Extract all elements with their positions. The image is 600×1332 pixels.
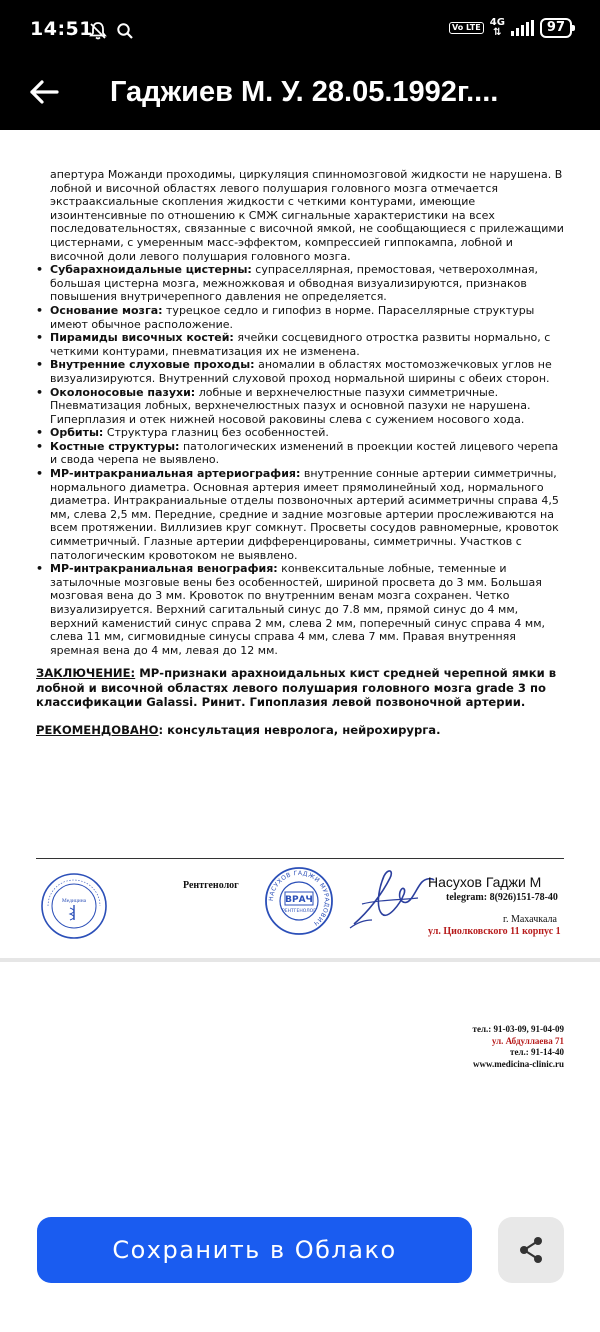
status-right [449,18,572,38]
bottom-action-bar [0,1200,600,1300]
stamp-ring-text: НАСУХОВ ГАДЖИ МУРАДОВИЧ [267,869,331,927]
contact-phones-1: тел.: 91-03-09, 91-04-09 [472,1024,564,1034]
svg-text:Медицина: Медицина [61,898,87,904]
share-button[interactable] [498,1217,564,1283]
contact-street: ул. Абдуллаева 71 [491,1035,564,1046]
finding-item [36,358,566,385]
clinic-street: ул. Циолковского 11 корпус 1 [428,926,561,937]
recommend-label: РЕКОМЕНДОВАНО [36,722,159,737]
network-type: 4G [489,17,505,28]
app-bar [0,62,600,130]
finding-text: патологических изменений в проекции костей лицевого черепа и свода черепа не выявлено. [50,439,559,467]
share-icon [516,1235,546,1265]
finding-item [36,331,566,358]
finding-item [36,440,566,467]
finding-text: аномалии в областях мостомозжечковых углов не визуализируются. Внутренний слуховой проход нормальной ширины с обеих сторон. [50,358,552,385]
finding-label: МР-интракраниальная артериография: [50,467,301,481]
back-button[interactable] [22,70,66,114]
arrow-left-icon [29,79,59,105]
finding-text: лобные и верхнечелюстные пазухи симметричные. Пневматизация лобных, верхнечелюстных пазух и основной пазухи не нарушена. Гиперплазия и отек нижней носовой раковины слева с сужением носового хода. [50,385,531,426]
recommend-text: : консультация невролога, нейрохирурга. [158,722,441,737]
stamp-center-text: ВРАЧ [285,895,313,905]
finding-label: Околоносовые пазухи: [50,385,196,399]
finding-text: внутренние сонные артерии симметричны, нормального диаметра. Основная артерия имеет прямолинейный ход, нормального диаметра. Интракраниальные отделы позвоночных артерий асимметричны справа 4,5 мм, слева 2,5 мм. Передние, средние и задние мозговые артерии прослеживаются на всем протяжении. Виллизиев круг сомкнут. Просветы сосудов равномерные, кровоток симметричный. Глазные артерии дифференцированы, симметричны. Участков с патологическим кровотоком не выявлено. [50,467,559,562]
recommendation [36,724,566,738]
handwritten-signature-icon [348,864,438,934]
conclusion [36,666,566,709]
finding-item [36,263,566,304]
status-bar [0,0,600,62]
doctor-telegram: telegram: 8(926)151-78-40 [446,892,558,903]
battery-level: 97 [546,20,565,35]
document-title: Гаджиев М. У. 28.05.1992г.... [110,76,499,108]
signature-block [0,858,600,958]
clinic-stamp-icon [40,872,108,940]
findings-list [36,263,566,657]
report-body [36,168,566,737]
doctor-name: Насухов Гаджи М [428,874,542,890]
conclusion-text: МР-признаки арахноидальных кист средней черепной ямки в лобной и височной областях левого полушария головного мозга grade 3 по классификации Galassi. Ринит. Гипоплазия левой позвоночной артерии. [36,666,557,710]
finding-label: Субарахноидальные цистерны: [50,263,252,277]
mute-bell-icon [88,21,108,41]
contact-phones-2: тел.: 91-14-40 [510,1047,564,1057]
data-arrows-icon: ⇅ [493,27,502,38]
status-icons-left [88,20,134,42]
contact-website: www.medicina-clinic.ru [473,1058,564,1069]
clinic-contacts [473,1024,564,1070]
conclusion-label: ЗАКЛЮЧЕНИЕ: [36,666,136,681]
finding-text: супраселлярная, премостовая, четверохолмная, большая цистерна мозга, межножковая и обводная визуализируются, признаков повышения внутричерепного давления не определяется. [50,263,539,304]
document-viewer[interactable] [0,130,600,960]
signal-strength-icon [511,20,534,36]
search-icon [116,22,134,40]
finding-label: Внутренние слуховые проходы: [50,358,255,372]
finding-text: ячейки сосцевидного отростка развиты нормально, с четкими контурами, пневматизация их не изменена. [50,331,551,358]
finding-label: Орбиты: [50,426,104,440]
finding-text: Структура глазниц без особенностей. [103,426,329,440]
network-indicator [490,18,505,38]
battery-indicator [540,18,572,38]
finding-item [36,386,566,427]
finding-item [36,467,566,562]
report-intro: апертура Можанди проходимы, циркуляция спинномозговой жидкости не нарушена. В лобной и височной областях левого полушария головного мозга отмечается экстрааксиальные скопления жидкости с четкими контурами, имеющие изоинтенсивные по отношению к СМЖ сигнальные характеристики на всех последовательностях, связанные с височной ямкой, не сообщающиеся с прилежащими цистернами, с умеренным масс-эффектом, компрессией гиппокампа, лобной и височной доли левого полушария головного мозга. [50,168,564,263]
stamp-sub-text: РЕНТГЕНОЛОГ [282,909,316,914]
system-nav-area [0,1300,600,1332]
doctor-stamp-icon [264,866,334,936]
doctor-role: Рентгенолог [183,880,239,891]
clinic-city: г. Махачкала [503,914,557,925]
finding-label: МР-интракраниальная венография: [50,562,278,576]
finding-label: Пирамиды височных костей: [50,331,234,345]
finding-text: конвекситальные лобные, теменные и затылочные мозговые вены без особенностей, шириной просвета до 3 мм. Большая мозговая вена до 3 мм. Кровоток по внутренним венам мозга сохранен. Четко визуализируется. Верхний сагитальный синус до 7.8 мм, прямой синус до 4 мм, верхний каменистий синус справа 2 мм, слева 2 мм, поперечный синус справа 4 мм, слева 11 мм, сигмовидные синусы справа 4 мм, слева 7 мм. Правая внутренняя яремная вена до 4 мм, левая до 12 мм. [50,562,545,657]
finding-item [36,562,566,657]
save-to-cloud-button[interactable]: Сохранить в Облако [37,1217,472,1283]
finding-label: Основание мозга: [50,303,163,317]
page-separator [0,958,600,962]
volte-badge: Vo LTE [449,22,484,34]
status-time: 14:51 [30,18,93,40]
finding-text: турецкое седло и гипофиз в норме. Параселлярные структуры имеют обычное расположение. [50,303,535,331]
finding-item [36,426,566,440]
finding-item [36,304,566,331]
finding-label: Костные структуры: [50,439,180,453]
